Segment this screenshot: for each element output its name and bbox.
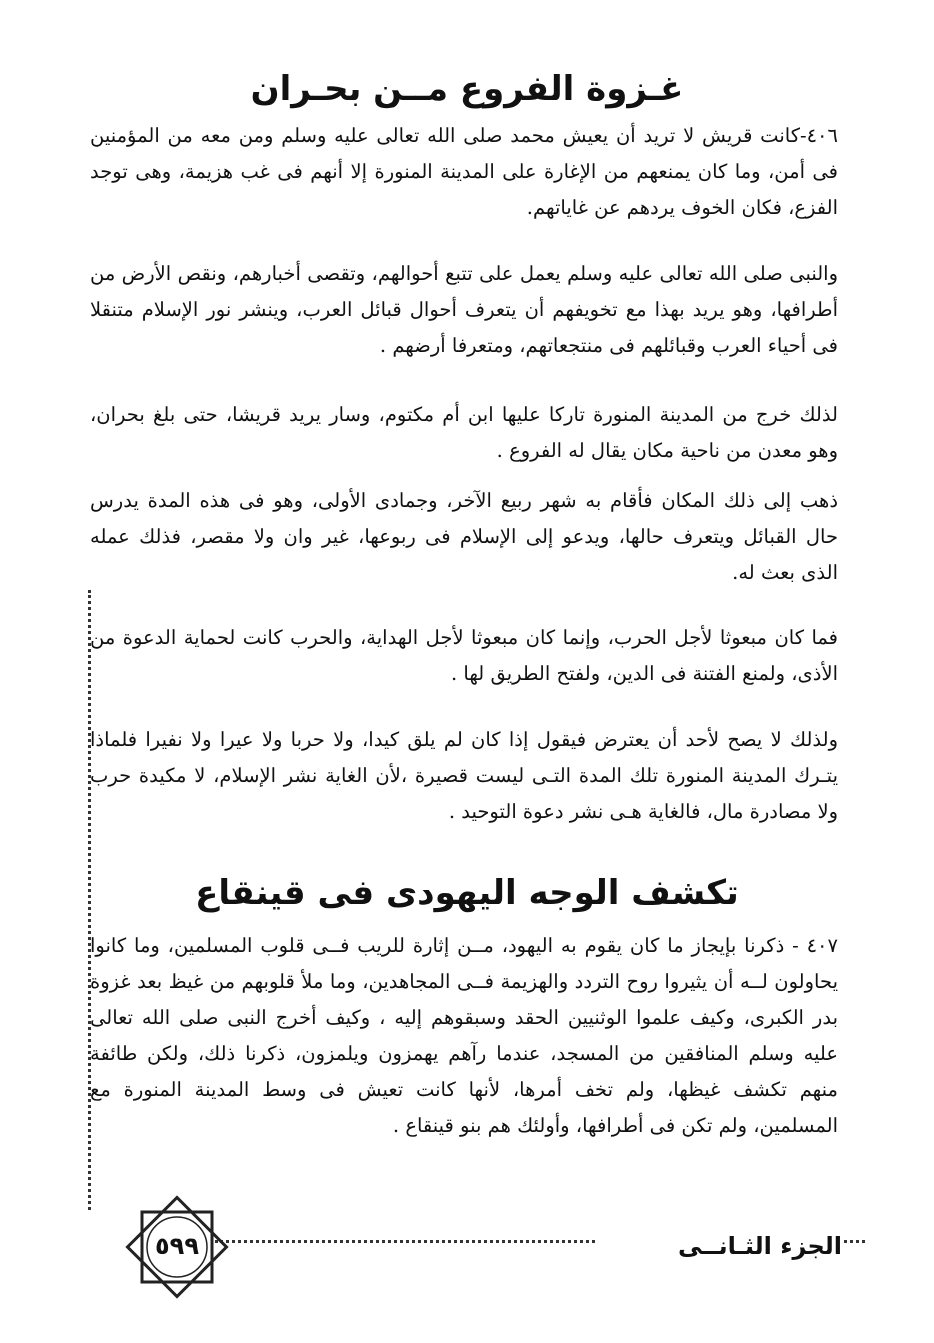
decorative-border-vertical [88, 590, 97, 1210]
paragraph: ذهب إلى ذلك المكان فأقام به شهر ربيع الآخر، وجمادى الأولى، وهو فى هذه المدة يدرس حال القبائل ويتعرف حالها، ويدعو إلى الإسلام فى ربوعها، غير وان ولا مقصر، فذلك عمله الذى بعث له. [90, 489, 838, 584]
paragraph: فما كان مبعوثا لأجل الحرب، وإنما كان مبعوثا لأجل الهداية، والحرب كانت لحماية الدعوة من الأذى، ولمنع الفتنة فى الدين، ولفتح الطريق لها . [90, 626, 838, 685]
paragraph: ٤٠٦-كانت قريش لا تريد أن يعيش محمد صلى الله تعالى عليه وسلم ومن معه من المؤمنين فى أمن، وما كان يمنعهم من الإغارة على المدينة المنورة إلا أنهم فى غب هزيمة، وهى توجد الفزع، فكان الخوف يردهم عن غاياتهم. [90, 124, 838, 219]
paragraph: ٤٠٧ - ذكرنا بإيجاز ما كان يقوم به اليهود، مــن إثارة للريب فــى قلوب المسلمين، وما كانوا يحاولون لــه أن يثيروا روح التردد والهزيمة فــى المجاهدين، وما ملأ قلوبهم من غيظ بعد غزوة بدر الكبرى، وكيف علموا الوثنيين الحقد وسبقوهم إليه ، وكيف أخرج النبى صلى الله تعالى عليه وسلم المنافقين من المسجد، عندما رآهم يهمزون ويلمزون، ذكرنا ذلك، ولكن طائفة منهم تكشف غيظها، ولم تخف أمرها، لأنها كانت تعيش فى وسط المدينة المنورة مع المسلمين، ولم تكن فى أطرافها، وأولئك هم بنو قينقاع . [90, 934, 838, 1137]
section-title: تكشف الوجه اليهودى فى قينقاع [195, 873, 739, 913]
section-title: غـزوة الفروع مــن بحـران [250, 69, 684, 109]
paragraph: والنبى صلى الله تعالى عليه وسلم يعمل على تتبع أحوالهم، وتقصى أخبارهم، ونقص الأرض من أطرافها، وهو يريد بهذا مع تخويفهم أن يتعرف أحوال قبائل العرب، وينشر نور الإسلام متنقلا فى أحياء العرب وقبائلهم فى منتجعاتهم، ومتعرفا أرضهم . [90, 262, 838, 357]
paragraph: لذلك خرج من المدينة المنورة تاركا عليها ابن أم مكتوم، وسار يريد قريشا، حتى بلغ بحران، وهو معدن من ناحية مكان يقال له الفروع . [90, 403, 838, 462]
paragraph: ولذلك لا يصح لأحد أن يعترض فيقول إذا كان لم يلق كيدا، ولا حربا ولا عيرا ولا نفيرا فلماذا يتـرك المدينة المنورة تلك المدة التـى ليست قصيرة ،لأن الغاية نشر الإسلام، لا مكيدة حرب ولا مصادرة مال، فالغاية هـى نشر دعوة التوحيد . [90, 728, 838, 823]
volume-label: الجزء الثـانــى [596, 1228, 842, 1264]
page-number: ٥٩٩ [155, 1232, 199, 1260]
